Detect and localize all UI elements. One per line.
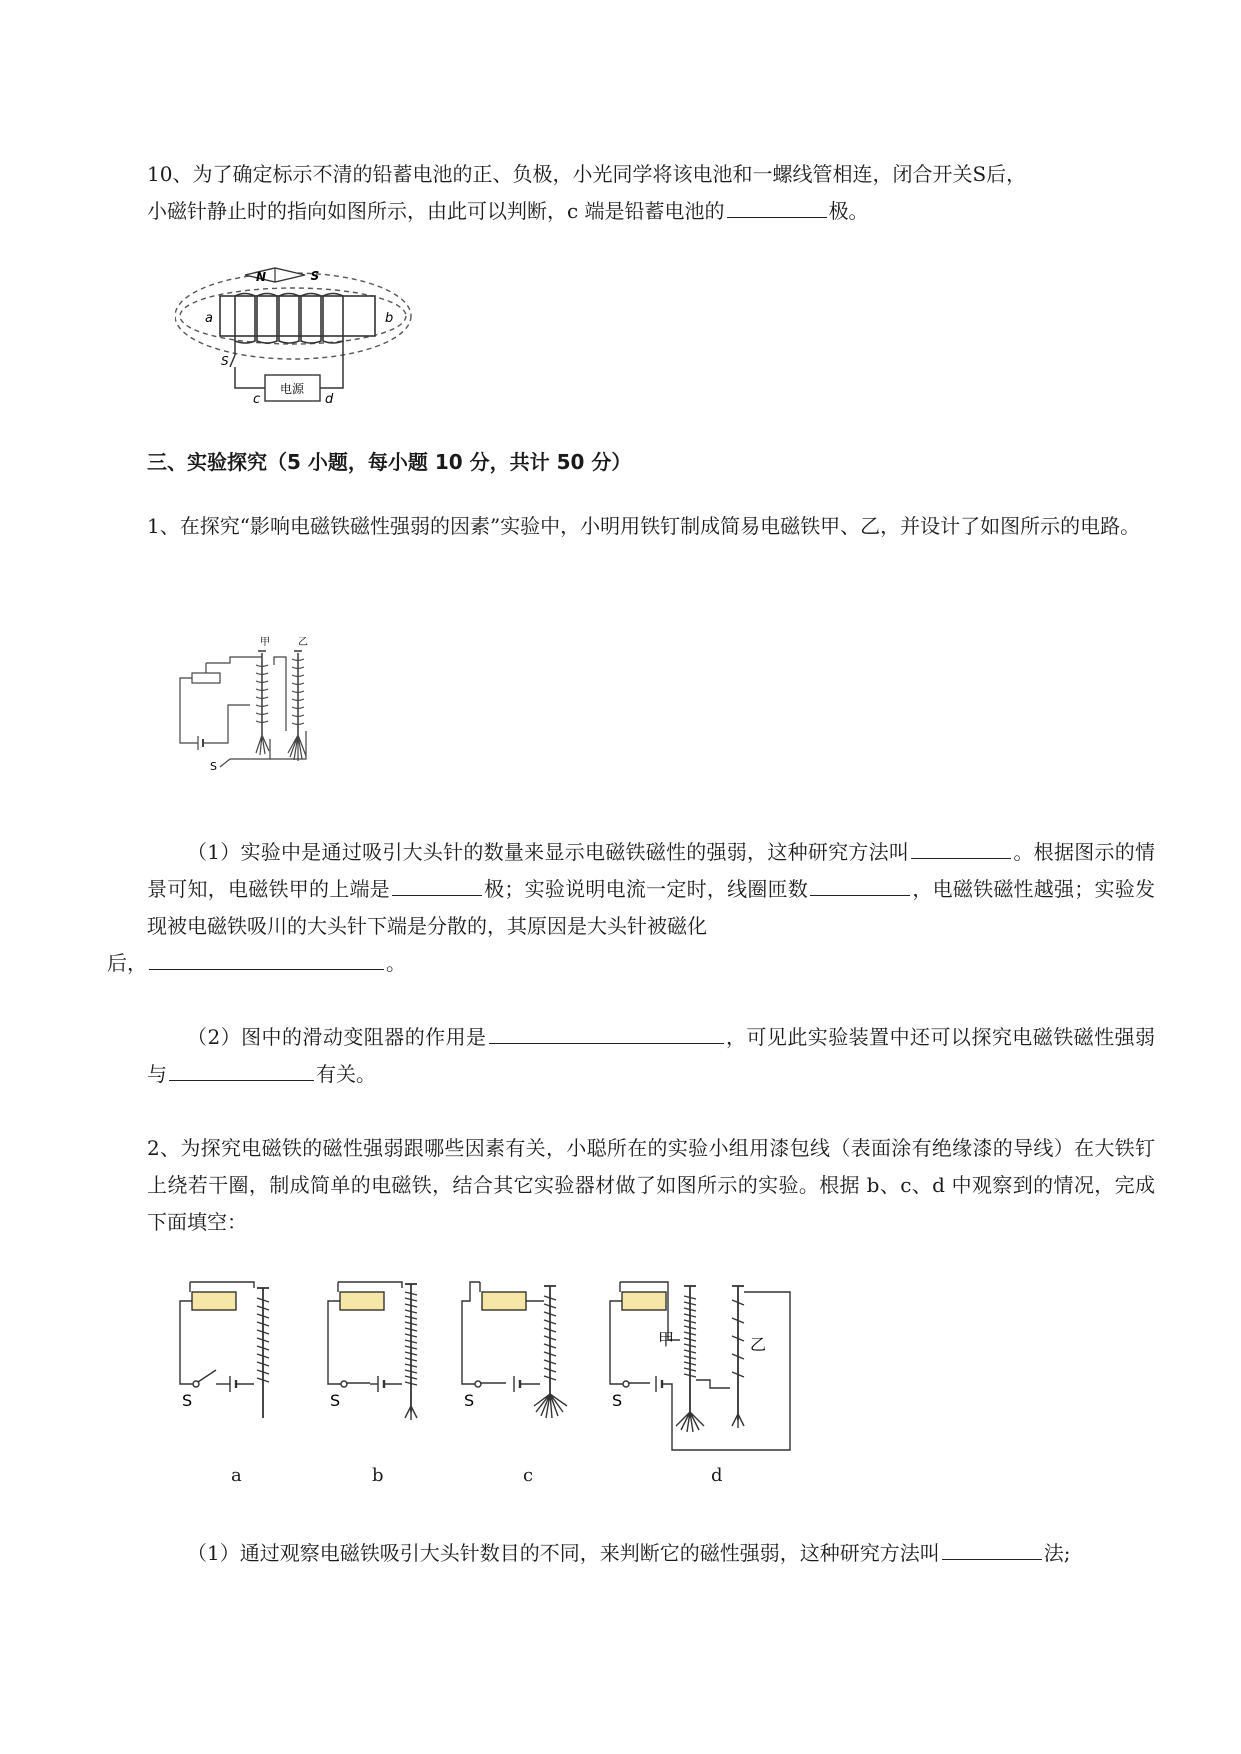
terminal-c-label: c bbox=[253, 392, 261, 407]
switch-label-a: S bbox=[182, 1391, 193, 1410]
label-jia: 甲 bbox=[260, 637, 270, 648]
p1-blank-rheostat[interactable] bbox=[489, 1021, 724, 1044]
p1-sub2-text-a: （2）图中的滑动变阻器的作用是 bbox=[187, 1025, 487, 1049]
electromagnet-figure-1 bbox=[170, 635, 335, 780]
label-yi: 乙 bbox=[298, 637, 308, 648]
p2-sub1-text-b: 法; bbox=[1043, 1541, 1071, 1565]
caption-c: c bbox=[523, 1465, 534, 1486]
p1-sub2-text-b: ，可见此实验装置中还可以探究电磁铁磁性强弱与 bbox=[147, 1025, 1156, 1086]
p1-sub1-text-f: 。 bbox=[386, 951, 406, 975]
p1-sub1-text-a: （1）实验中是通过吸引大头针的数量来显示电磁铁磁性的强弱，这种研究方法叫 bbox=[187, 840, 910, 864]
power-source-label: 电源 bbox=[279, 382, 305, 396]
electromagnet-figure-abcd bbox=[170, 1270, 820, 1460]
q10-text bbox=[147, 156, 1155, 230]
caption-b: b bbox=[372, 1465, 384, 1486]
switch-s-label: S bbox=[221, 354, 229, 368]
switch-label-d: S bbox=[612, 1391, 623, 1410]
p1-stem: 1、在探究“影响电磁铁磁性强弱的因素”实验中，小明用铁钉制成简易电磁铁甲、乙，并设计了如图所示的电路。 bbox=[147, 514, 1141, 538]
p2-blank-method[interactable] bbox=[942, 1537, 1042, 1560]
switch-label-b: S bbox=[330, 1391, 341, 1410]
terminal-d-label: d bbox=[325, 392, 334, 407]
p1-sub1-text-c: 极；实验说明电流一定时，线圈匝数 bbox=[483, 877, 809, 901]
p1-sub2-text-c: 有关。 bbox=[316, 1062, 376, 1086]
p1-blank-reason[interactable] bbox=[149, 947, 384, 970]
solenoid-figure bbox=[175, 255, 425, 415]
p1-blank-factor[interactable] bbox=[169, 1058, 314, 1081]
p2-sub1 bbox=[147, 1535, 1155, 1572]
needle-n-label: N bbox=[255, 270, 267, 284]
caption-d: d bbox=[711, 1465, 723, 1486]
q10-line1: 10、为了确定标示不清的铅蓄电池的正、负极，小光同学将该电池和一螺线管相连，闭合开关S后， bbox=[147, 162, 1027, 186]
p1-sub1-text-d: ，电磁铁磁性越强；实验发现被电磁铁吸川的大头针下端是分散的，其原因是大头针被磁化 bbox=[147, 877, 1156, 938]
switch-label-c: S bbox=[464, 1391, 475, 1410]
p1-sub1-text-b: 。根据图示的情景可知，电磁铁甲的上端是 bbox=[147, 840, 1155, 901]
p1-sub1-text-e: 后， bbox=[107, 951, 147, 975]
p1-sub2 bbox=[147, 1019, 1155, 1093]
label-jia-d: 甲 bbox=[658, 1330, 675, 1349]
end-b-label: b bbox=[385, 311, 394, 326]
q10-line2: 小磁针静止时的指向如图所示，由此可以判断，c 端是铅蓄电池的 bbox=[147, 199, 725, 223]
p1-blank-turns[interactable] bbox=[810, 873, 910, 896]
q10-line2-end: 极。 bbox=[828, 199, 869, 223]
q10-answer-blank[interactable] bbox=[727, 195, 827, 218]
caption-a: a bbox=[231, 1465, 242, 1486]
needle-s-label: S bbox=[310, 269, 320, 283]
label-yi-d: 乙 bbox=[750, 1335, 767, 1354]
section-title: 三、实验探究（5 小题，每小题 10 分，共计 50 分） bbox=[147, 450, 632, 474]
end-a-label: a bbox=[205, 311, 213, 326]
p2-stem: 2、为探究电磁铁的磁性强弱跟哪些因素有关，小聪所在的实验小组用漆包线（表面涂有绝缘漆的导线）在大铁钉上绕若干圈，制成简单的电磁铁，结合其它实验器材做了如图所示的实验。根据 b、c、d 中观察到的情况，完成下面填空： bbox=[147, 1136, 1155, 1234]
p1-sub1 bbox=[107, 834, 1156, 982]
p1-blank-pole[interactable] bbox=[392, 873, 482, 896]
p2-sub1-text-a: （1）通过观察电磁铁吸引大头针数目的不同，来判断它的磁性强弱，这种研究方法叫 bbox=[187, 1541, 940, 1565]
switch-label: S bbox=[210, 760, 217, 773]
p1-blank-method[interactable] bbox=[911, 836, 1011, 859]
